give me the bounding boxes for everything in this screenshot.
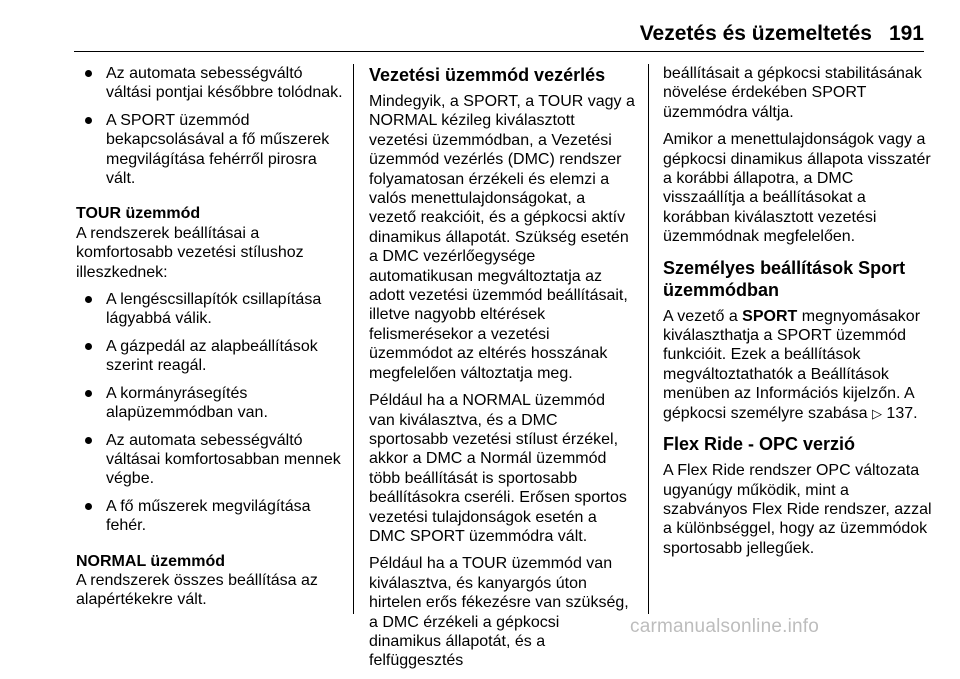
dmc-paragraph-5: Amikor a menettulajdonságok vagy a gépkocsi dinamikus állapota visszatér a korábbi állapotra, a DMC visszaállítja a beállításokat a korábban kiválasztott vezetési üzemmódnak megfelelően. (663, 131, 931, 246)
list-item: A fő műszerek megvilágítása fehér. (76, 497, 346, 536)
flex-ride-text: A Flex Ride rendszer OPC változata ugyanúgy működik, mint a szabványos Flex Ride rendszer, azzal a különbséggel, hogy az üzemmódok sportosabb jellegűek. (663, 462, 932, 557)
list-item: Az automata sebességváltó váltási pontjai későbbre tolódnak. (76, 64, 346, 103)
dmc-paragraph-3: Például ha a TOUR üzemmód van kiválasztva, és kanyargós úton hirtelen erős fékezésre van szükség, a DMC érzékeli a gépkocsi dinamikus állapotát, és a felfüggesztés (369, 555, 629, 670)
page-reference-link[interactable]: 137. (881, 404, 918, 422)
normal-mode-heading: NORMAL üzemmód (76, 552, 226, 570)
page-reference-arrow-icon: ▷ (871, 405, 882, 421)
tour-mode-heading: TOUR üzemmód (76, 205, 201, 223)
column-2 (369, 64, 635, 679)
tour-mode-intro: A rendszerek beállításai a komfortosabb vezetési stílushoz illeszkednek: (76, 224, 304, 281)
list-item: Az automata sebességváltó váltásai komfortosabban mennek végbe. (76, 431, 346, 489)
header-rule (74, 51, 924, 52)
column-1 (76, 64, 346, 618)
dmc-paragraph-2: Például ha a NORMAL üzemmód van kiválasztva, és a DMC sportosabb vezetési stílust érzékel, akkor a DMC a Normál üzemmód több beállítását is sportosabb beállításokra cseréli. Erősen sportos vezetési tulajdonságok esetén a DMC SPORT üzemmódra vált. (369, 392, 627, 545)
list-item: A SPORT üzemmód bekapcsolásával a fő műszerek megvilágítása fehérről pirosra vált. (76, 111, 346, 189)
dmc-paragraph-4: beállításait a gépkocsi stabilitásának növelése érdekében SPORT üzemmódra váltja. (663, 65, 922, 121)
watermark: carmanualsonline.info (630, 616, 820, 637)
dmc-heading: Vezetési üzemmód vezérlés (369, 65, 606, 85)
column-3 (663, 64, 933, 566)
list-item: A kormányrásegítés alapüzemmódban van. (76, 384, 346, 423)
list-item: A lengéscsillapítók csillapítása lágyabbá válik. (76, 290, 346, 329)
sport-text-pre: A vezető a (663, 307, 743, 325)
page-number: 191 (888, 22, 924, 45)
column-divider-1 (353, 64, 354, 614)
sport-settings-text (663, 307, 933, 423)
sport-text-post: megnyomásakor kiválaszthatja a SPORT üzemmód funkcióit. Ezek a beállítások megváltoztathatók a Beállítások menüben az Információs kijelzőn. A gépkocsi személyre szabása (663, 307, 921, 422)
column-divider-2 (648, 64, 649, 614)
sport-settings-heading: Személyes beállítások Sport üzemmódban (663, 257, 906, 300)
flex-ride-heading: Flex Ride - OPC verzió (663, 434, 856, 455)
dmc-paragraph-1: Mindegyik, a SPORT, a TOUR vagy a NORMAL kézileg kiválasztott vezetési üzemmódban, a Vezetési üzemmód vezérlés (DMC) rendszer folyamatosan érzékeli és elemzi a valós menettulajdonságokat, a vezető reakcióit, és a gépkocsi aktív dinamikus állapotát. Szükség esetén a DMC vezérlőegysége automatikusan megváltoztatja az adott vezetési üzemmód beállításait, illetve nagyobb eltérések felismerésekor a vezetési üzemmódot az eltérés hosszának megfelelően változtatja meg. (369, 93, 635, 382)
tour-mode-list (76, 290, 346, 535)
sport-button-label: SPORT (742, 307, 798, 325)
list-item: A gázpedál az alapbeállítások szerint reagál. (76, 337, 346, 376)
normal-mode-text: A rendszerek összes beállítása az alapértékekre vált. (76, 571, 318, 609)
page-header (0, 0, 960, 58)
page-title: Vezetés és üzemeltetés (639, 22, 872, 45)
